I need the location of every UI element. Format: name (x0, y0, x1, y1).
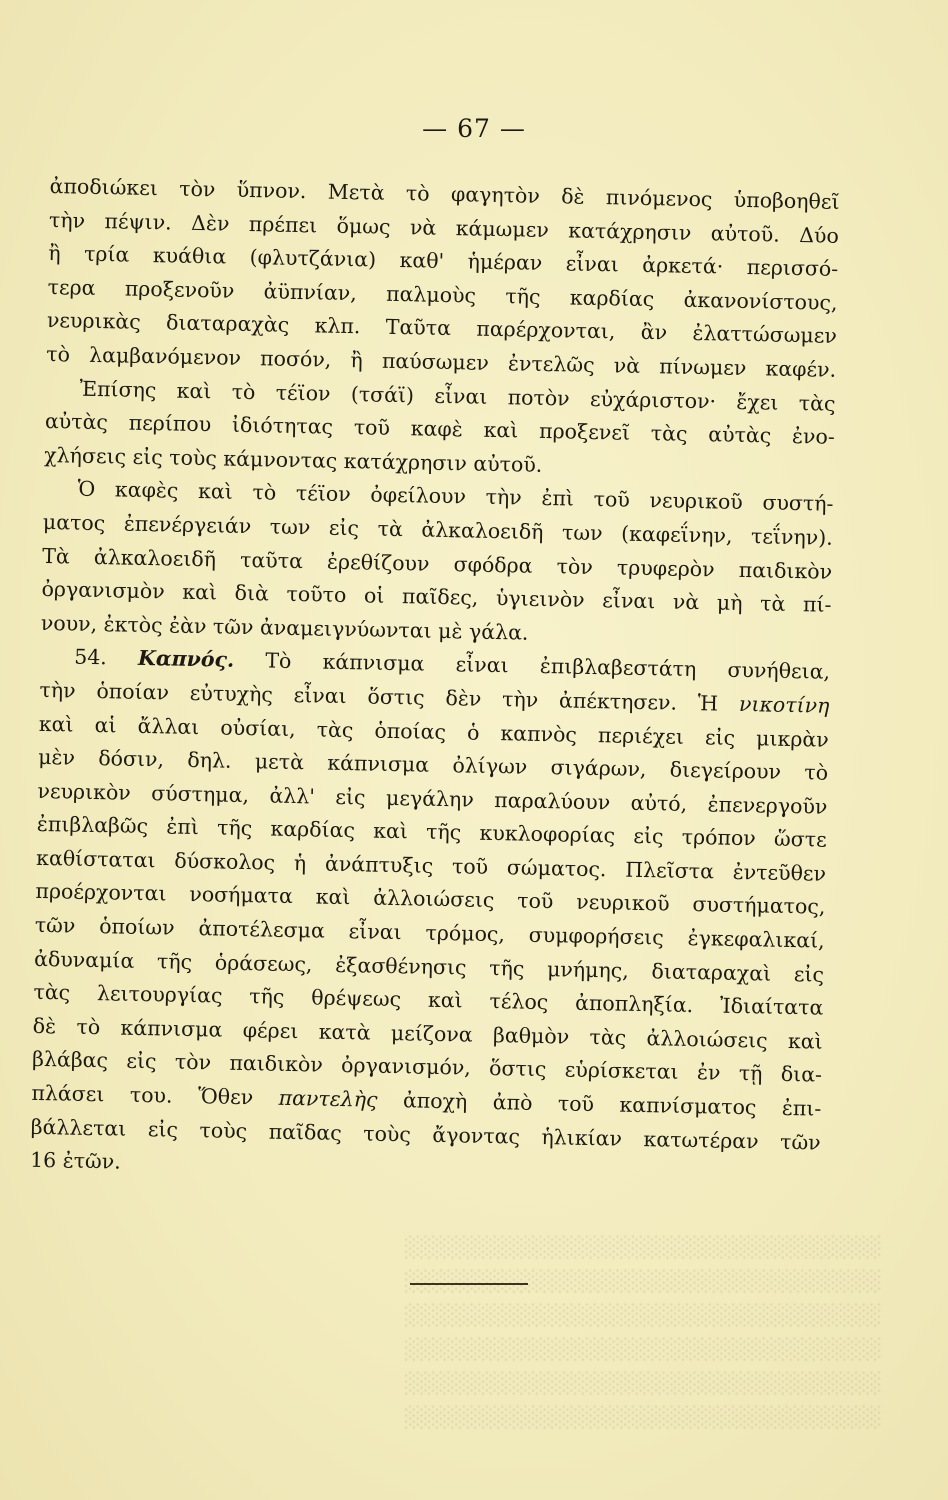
text-line: τερα προξενοῦν ἀϋπνίαν, παλμοὺς τῆς καρδίας ἀκανονίστους, (47, 274, 838, 315)
text-line: καὶ αἱ ἄλλαι οὐσίαι, τὰς ὁποίας ὁ καπνὸς περιέχει εἰς μικρὰν (38, 711, 829, 752)
text-line: χλήσεις εἰς τοὺς κάμνοντας κατάχρησιν αὐτοῦ. (44, 442, 543, 477)
text-line: τὴν πέψιν. Δὲν πρέπει ὅμως νὰ κάμωμεν κατάχρησιν αὐτοῦ. Δύο (48, 207, 840, 248)
section-divider-rule (410, 1283, 528, 1285)
text-span: τὴν ὁποίαν εὐτυχὴς εἶναι ὅστις δὲν τὴν ἀπέκτησεν. Ἡ (39, 677, 719, 716)
text-line: αὐτὰς περίπου ἰδιότητας τοῦ καφὲ καὶ προξενεῖ τὰς αὐτὰς ἐνο- (44, 409, 836, 449)
section-text: Τὸ κάπνισμα εἶναι ἐπιβλαβεστάτη συνήθεια, (265, 648, 831, 685)
italic-term: νικοτίνη (738, 691, 830, 718)
bleed-through-shadow: ⁠░░░░░░░░░░░░░░░░░░░░░░░░░░░░░░░ ⁠░░░░░░░░░░░░░░░░░░░░░░░░░░░░░░░ ⁠░░░░░░░░░░░░░░░░░░░░░░░░░░░░░░░ ⁠░░░░░░░░░░░░░░░░░░░░░░░░░░░░░░░ ⁠░░░░░░░░░░░░░░░░░░░░░░░░░░░░░░░ ⁠░░░░░░░░░░░░░░░░░░░░░░░░░░░░░░░ (403, 1235, 880, 1429)
section-number: 54. (73, 644, 108, 670)
text-line: νευρικὰς διαταραχὰς κλπ. Ταῦτα παρέρχονται, ἂν ἐλαττώσωμεν (46, 308, 838, 349)
text-line: ἀδυναμία τῆς ὁράσεως, ἐξασθένησις τῆς μνήμης, διαταραχαὶ εἰς (33, 946, 825, 987)
body-text (30, 170, 840, 1193)
text-line: τὸ λαμβανόμενον ποσόν, ἢ παύσωμεν ἐντελῶς νὰ πίνωμεν καφέν. (46, 341, 837, 382)
page-number: — 67 — (422, 114, 526, 143)
text-line: ἐπιβλαβῶς ἐπὶ τῆς καρδίας καὶ τῆς κυκλοφορίας εἰς τρόπον ὥστε (36, 812, 827, 853)
text-line: καθίσταται δύσκολος ἡ ἀνάπτυξις τοῦ σώματος. Πλεῖστα ἐντεῦθεν (35, 845, 827, 886)
text-line: νευρικὸν σύστημα, ἀλλ' εἰς μεγάλην παραλύουν αὐτό, ἐπενεργοῦν (37, 778, 828, 819)
text-line: τὰς λειτουργίας τῆς θρέψεως καὶ τέλος ἀποπληξία. Ἰδιαίτατα (33, 980, 824, 1020)
text-span: ἀποχὴ ἀπὸ τοῦ καπνίσματος ἐπι- (402, 1088, 822, 1121)
text-line: ματος ἐπενέργειάν των εἰς τὰ ἀλκαλοειδῆ των (καφεΐνην, τεΐνην). (42, 509, 834, 550)
text-line: τῶν ὁποίων ἀποτέλεσμα εἶναι τρόμος, συμφορήσεις ἐγκεφαλικαί, (34, 912, 825, 953)
italic-term: παντελὴς (278, 1085, 378, 1112)
text-line: 16 ἐτῶν. (29, 1148, 121, 1174)
text-line: Ὁ καφὲς καὶ τὸ τέϊον ὀφείλουν τὴν ἐπὶ τοῦ νευρικοῦ συστή- (77, 476, 834, 517)
text-line: ἢ τρία κυάθια (φλυτζάνια) καθ' ἡμέραν εἶναι ἀρκετά· περισσό- (48, 241, 839, 282)
text-line: δὲ τὸ κάπνισμα φέρει κατὰ μείζονα βαθμὸν τὰς ἀλλοιώσεις καὶ (32, 1013, 823, 1054)
text-line: ὀργανισμὸν καὶ διὰ τοῦτο οἱ παῖδες, ὑγιεινὸν εἶναι νὰ μὴ τὰ πί- (41, 577, 832, 617)
text-line: βλάβας εἰς τὸν παιδικὸν ὀργανισμόν, ὅστις εὑρίσκεται ἐν τῇ δια- (31, 1047, 823, 1088)
text-line: βάλλεται εἰς τοὺς παῖδας τοὺς ἄγοντας ἡλικίαν κατωτέραν τῶν (30, 1114, 821, 1155)
text-line: ἀποδιώκει τὸν ὕπνον. Μετὰ τὸ φαγητὸν δὲ πινόμενος ὑποβοηθεῖ (49, 173, 840, 214)
text-line: νουν, ἐκτὸς ἐὰν τῶν ἀναμειγνύωνται μὲ γάλα. (40, 610, 529, 645)
text-line: μὲν δόσιν, δηλ. μετὰ κάπνισμα ὀλίγων σιγάρων, διεγείρουν τὸ (37, 744, 829, 785)
section-heading: Καπνός. (137, 646, 235, 673)
text-line: Τὰ ἀλκαλοειδῆ ταῦτα ἐρεθίζουν σφόδρα τὸν τρυφερὸν παιδικὸν (42, 543, 833, 584)
text-span: πλάσει του. Ὅθεν (31, 1080, 254, 1110)
text-line: Ἐπίσης καὶ τὸ τέϊον (τσάϊ) εἶναι ποτὸν εὐχάριστον· ἔχει τὰς (79, 376, 836, 416)
text-line: προέρχονται νοσήματα καὶ ἀλλοιώσεις τοῦ νευρικοῦ συστήματος, (35, 879, 826, 920)
